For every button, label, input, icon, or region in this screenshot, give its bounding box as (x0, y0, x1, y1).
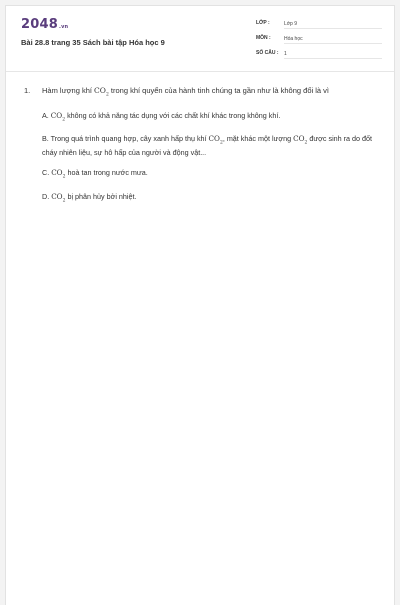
meta-value-grade: Lớp 9 (284, 20, 382, 29)
meta-label-question-count: SỐ CÂU : (256, 50, 279, 56)
logo-text: 2048 (21, 17, 58, 32)
question-stem: Hàm lượng khí $CO_2$ trong khí quyển của hành tinh chúng ta gần như là không đổi là vì (42, 86, 329, 98)
meta-row-subject (256, 35, 382, 50)
meta-row-grade (256, 20, 382, 35)
formula-co2: $CO_2$ (208, 134, 223, 146)
document-page (5, 5, 395, 605)
meta-info (256, 20, 382, 65)
meta-label-subject: MÔN : (256, 35, 271, 41)
option-a[interactable]: A. $CO_2$ không có khả năng tác dụng với các chất khí khác trong không khí. (42, 110, 281, 122)
document-title: Bài 28.8 trang 35 Sách bài tập Hóa học 9 (21, 38, 165, 47)
option-b[interactable]: B. Trong quá trình quang hợp, cây xanh hấp thụ khí $CO_2$, mặt khác một lượng $CO_2$ được sinh ra do đốt cháy nhiên liệu, sự hô hấp của người và động vật... (42, 134, 373, 158)
question-content (24, 86, 380, 216)
question-1 (24, 86, 380, 216)
meta-value-subject: Hóa học (284, 35, 382, 44)
question-body (42, 86, 380, 216)
site-logo[interactable] (21, 17, 68, 32)
document-header (6, 6, 394, 72)
option-c[interactable]: C. $CO_2$ hoà tan trong nước mưa. (42, 167, 148, 180)
formula-co2: $CO_2$ (51, 191, 66, 204)
formula-co2: $CO_2$ (293, 134, 308, 146)
answer-options (42, 111, 380, 206)
option-d[interactable]: D. $CO_2$ bị phân hủy bởi nhiệt. (42, 191, 137, 204)
question-number: 1. (24, 86, 31, 95)
meta-row-question-count (256, 50, 382, 65)
formula-co2: $CO_2$ (94, 86, 109, 98)
formula-co2: $CO_2$ (51, 167, 66, 180)
formula-co2: $CO_2$ (50, 110, 66, 122)
logo-suffix: .vn (58, 24, 69, 30)
meta-value-question-count: 1 (284, 50, 382, 59)
meta-label-grade: LỚP : (256, 20, 270, 26)
